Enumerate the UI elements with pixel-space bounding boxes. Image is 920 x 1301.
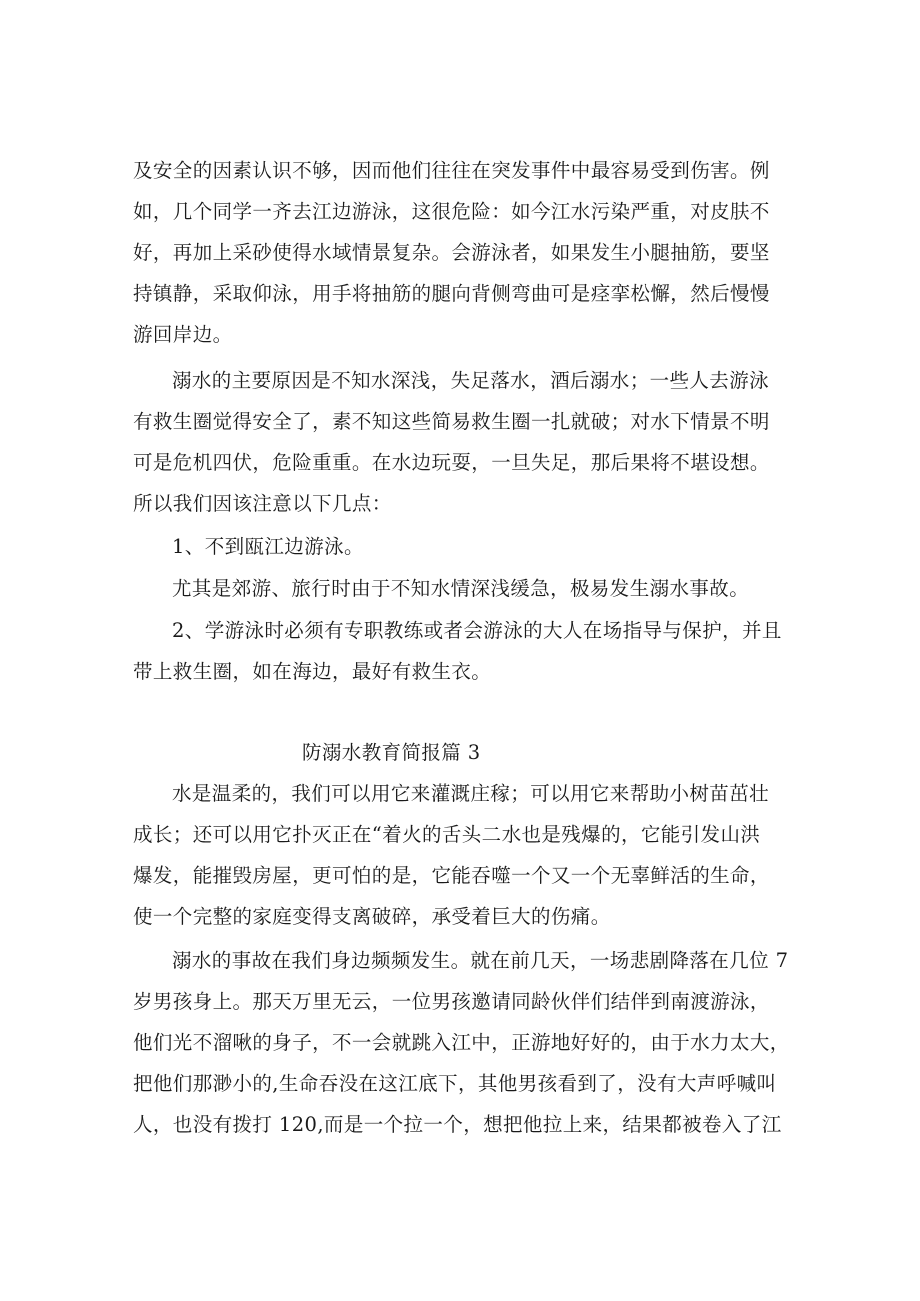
paragraph-line: 所以我们因该注意以下几点：: [133, 492, 392, 515]
paragraph-line: 爆发，能摧毁房屋，更可怕的是，它能吞噬一个又一个无辜鲜活的生命，: [133, 864, 770, 887]
paragraph-line: 使一个完整的家庭变得支离破碎，承受着巨大的伤痛。: [133, 905, 611, 928]
paragraph-line: 岁男孩身上。那天万里无云，一位男孩邀请同龄伙伴们结伴到南渡游泳，: [133, 990, 770, 1013]
paragraph-line: 如，几个同学一齐去江边游泳，这很危险：如今江水污染严重，对皮肤不: [133, 200, 770, 223]
paragraph-line: 水是温柔的，我们可以用它来灌溉庄稼；可以用它来帮助小树苗茁壮: [172, 782, 770, 805]
paragraph-line: 人，也没有拨打 120,而是一个拉一个，想把他拉上来，结果都被卷入了江: [133, 1113, 782, 1136]
paragraph-line: 成长；还可以用它扑灭正在“着火的舌头二水也是残爆的，它能引发山洪: [133, 823, 761, 846]
list-item: 2、学游泳时必须有专职教练或者会游泳的大人在场指导与保护，并且: [172, 619, 782, 642]
paragraph-line: 游回岸边。: [133, 323, 233, 346]
paragraph-line: 尤其是郊游、旅行时由于不知水情深浅缓急，极易发生溺水事故。: [172, 577, 750, 600]
paragraph-line: 他们光不溜啾的身子，不一会就跳入江中，正游地好好的，由于水力太大，: [133, 1031, 790, 1054]
paragraph-line: 有救生圈觉得安全了，素不知这些简易救生圈一扎就破；对水下情景不明: [133, 410, 770, 433]
paragraph-line: 把他们那渺小的,生命吞没在这江底下，其他男孩看到了，没有大声呼喊叫: [133, 1072, 777, 1095]
paragraph-line: 溺水的事故在我们身边频频发生。就在前几天，一场悲剧降落在几位 7: [172, 949, 789, 972]
paragraph-line: 好，再加上采砂使得水域情景复杂。会游泳者，如果发生小腿抽筋，要坚: [133, 241, 770, 264]
section-heading: 防溺水教育简报篇 3: [302, 741, 481, 764]
paragraph-line: 及安全的因素认识不够，因而他们往往在突发事件中最容易受到伤害。例: [133, 159, 770, 182]
paragraph-line: 可是危机四伏，危险重重。在水边玩耍，一旦失足，那后果将不堪设想。: [133, 451, 770, 474]
paragraph-line: 溺水的主要原因是不知水深浅，失足落水，酒后溺水；一些人去游泳: [172, 369, 770, 392]
list-item: 1、不到瓯江边游泳。: [172, 535, 364, 558]
paragraph-line: 带上救生圈，如在海边，最好有救生衣。: [133, 660, 492, 683]
paragraph-line: 持镇静，采取仰泳，用手将抽筋的腿向背侧弯曲可是痉挛松懈，然后慢慢: [133, 282, 770, 305]
